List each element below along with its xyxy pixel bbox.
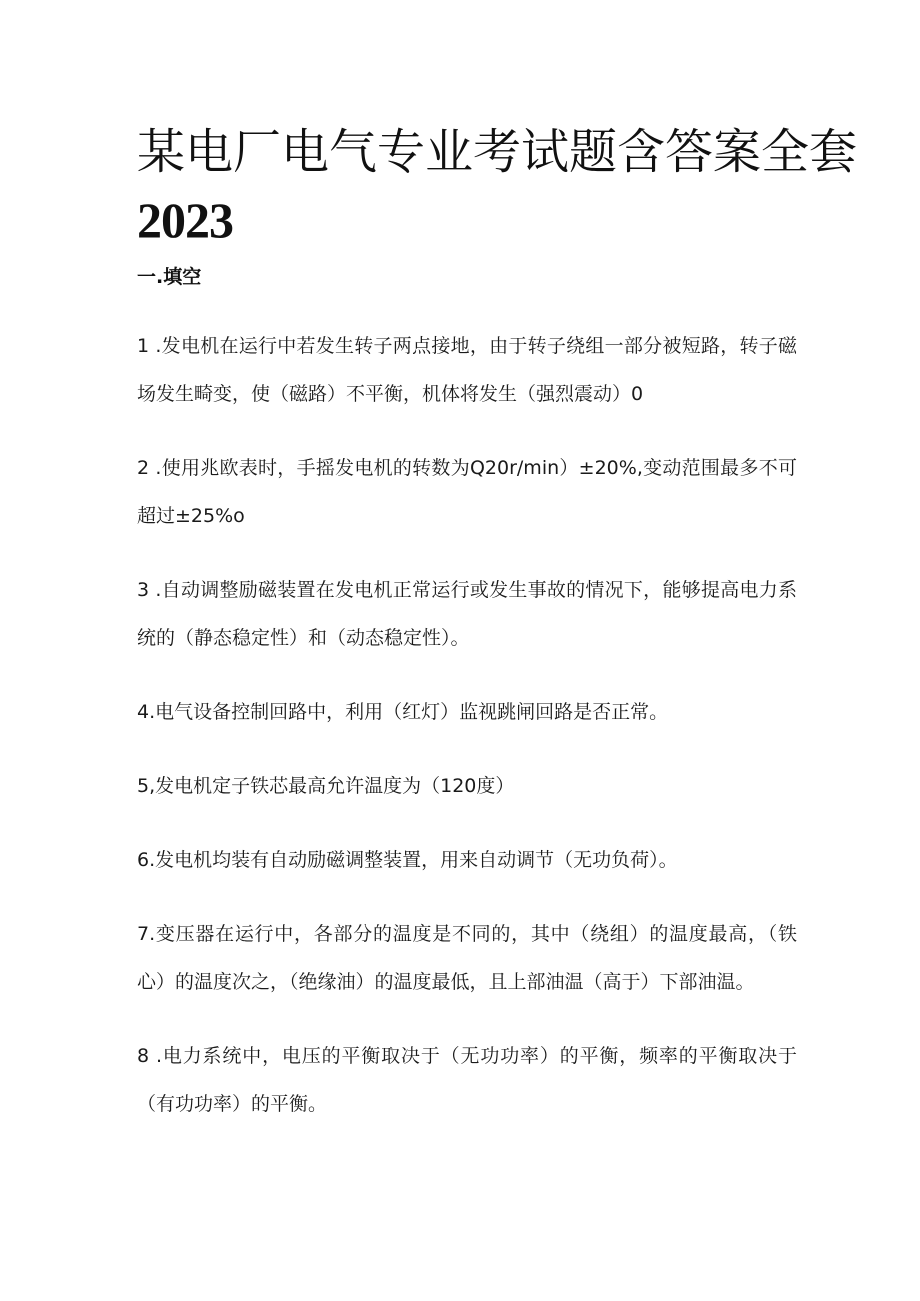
question-item-7: 7.变压器在运行中，各部分的温度是不同的，其中（绕组）的温度最高，（铁心）的温度次之，（绝缘油）的温度最低，且上部油温（高于）下部油温。 bbox=[137, 923, 797, 993]
document-title bbox=[137, 118, 857, 254]
question-item-6: 6.发电机均装有自动励磁调整装置，用来自动调节（无功负荷）。 bbox=[137, 849, 678, 871]
question-item-8: 8 .电力系统中，电压的平衡取决于（无功功率）的平衡，频率的平衡取决于（有功功率）的平衡。 bbox=[137, 1045, 797, 1115]
question-item-4: 4.电气设备控制回路中，利用（红灯）监视跳闸回路是否正常。 bbox=[137, 701, 669, 723]
question-item-3: 3 .自动调整励磁装置在发电机正常运行或发生事故的情况下，能够提高电力系统的（静态稳定性）和（动态稳定性）。 bbox=[137, 579, 797, 649]
question-list bbox=[137, 322, 797, 1154]
document-title-text: 某电厂电气专业考试题含答案全套 bbox=[137, 124, 858, 180]
document-title-year: 2023 bbox=[137, 192, 233, 248]
section-heading-fill-in-blank: 一.填空 bbox=[137, 266, 202, 288]
question-item-2: 2 .使用兆欧表时，手摇发电机的转数为Q20r/min）±20%,变动范围最多不可超过±25%o bbox=[137, 457, 797, 527]
question-item-1: 1 .发电机在运行中若发生转子两点接地，由于转子绕组一部分被短路，转子磁场发生畸变，使（磁路）不平衡，机体将发生（强烈震动）0 bbox=[137, 335, 797, 405]
question-item-5: 5,发电机定子铁芯最高允许温度为（120度） bbox=[137, 775, 515, 797]
